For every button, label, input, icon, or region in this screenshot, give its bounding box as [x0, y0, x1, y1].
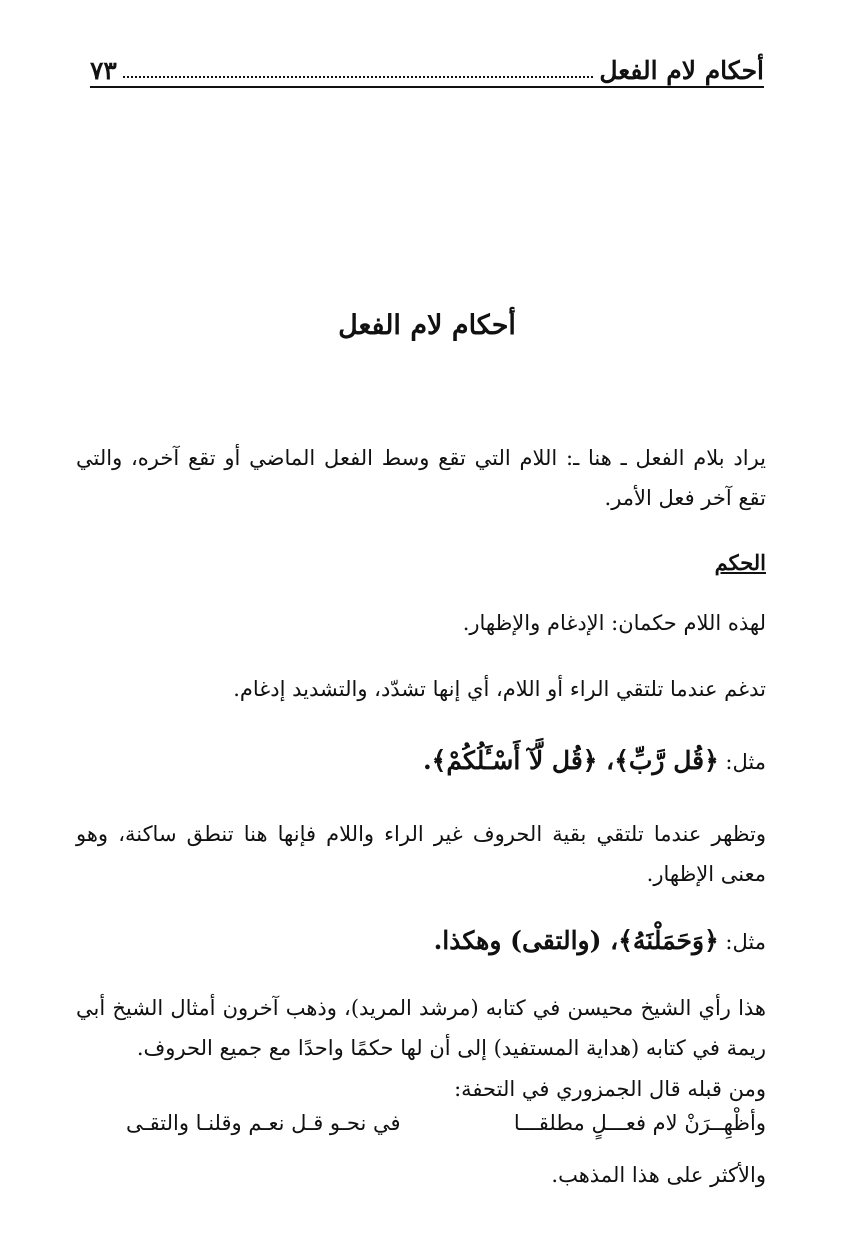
example-prefix: مثل:	[725, 930, 766, 954]
conclusion-line: والأكثر على هذا المذهب.	[551, 1163, 766, 1187]
izhar-paragraph: وتظهر عندما تلتقي بقية الحروف غير الراء واللام فإنها هنا تنطق ساكنة، وهو معنى الإظهار.	[76, 822, 766, 886]
quran-verse: ﴿وَحَمَلْنَهُ﴾، (والتقى) وهكذا.	[433, 926, 719, 955]
jamzuri-intro-line: ومن قبله قال الجمزوري في التحفة:	[454, 1077, 766, 1101]
example-prefix: مثل:	[725, 750, 766, 774]
intro-paragraph: يراد بلام الفعل ـ هنا ـ: اللام التي تقع وسط الفعل الماضي أو تقع آخره، والتي تقع آخر فعل الأمر.	[76, 446, 766, 510]
poem-verse	[126, 1104, 766, 1142]
header-dot-leader	[123, 76, 593, 78]
running-header	[90, 52, 764, 88]
page-number: ٧٣	[90, 56, 117, 85]
idgham-line: تدغم عندما تلتقي الراء أو اللام، أي إنها تشدّد، والتشديد إدغام.	[233, 677, 766, 701]
poem-second-hemistich: في نحـو قـل نعـم وقلنـا والتقـى	[126, 1111, 401, 1135]
poem-first-hemistich: وأظْهِــرَنْ لام فعـــلٍ مطلقـــا	[513, 1111, 766, 1135]
opinion-paragraph: هذا رأي الشيخ محيسن في كتابه (مرشد المريد)، وذهب آخرون أمثال الشيخ أبي ريمة في كتابه (هداية المستفيد) إلى أن لها حكمًا واحدًا مع جميع الحروف.	[76, 996, 766, 1060]
header-title: أحكام لام الفعل	[599, 56, 764, 85]
section-heading: الحكم	[714, 550, 766, 575]
ruling-line: لهذه اللام حكمان: الإدغام والإظهار.	[462, 611, 766, 635]
example-line-1	[423, 744, 766, 779]
example-line-2	[434, 924, 766, 959]
chapter-heading: أحكام لام الفعل	[338, 310, 516, 341]
quran-verse: ﴿قُل رَّبِّ﴾، ﴿قُل لَّآ أَسْـَٔلُكُمْ﴾.	[422, 746, 719, 775]
